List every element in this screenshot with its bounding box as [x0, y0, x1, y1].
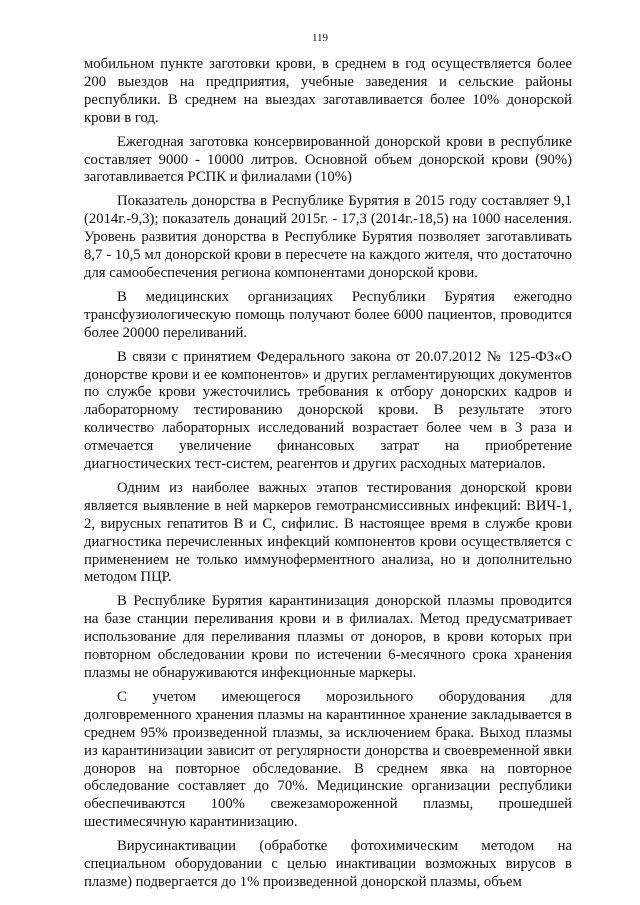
- paragraph-annual-blood-collection: Ежегодная заготовка консервированной донорской крови в республике составляет 9000 - 10000 литров. Основной объем донорской крови (90%) заготавливается РСПК и филиалами (10%): [84, 133, 572, 186]
- paragraph-donation-rate: Показатель донорства в Республике Бурятия в 2015 году составляет 9,1 (2014г.-9,3); показатель донаций 2015г. - 17,3 (2014г.-18,5) на 1000 населения. Уровень развития донорства в Республике Бурятия позволяет заготавливать 8,7 - 10,5 мл донорской крови в пересчете на каждого жителя, что достаточно для самообеспечения региона компонентами донорской крови.: [84, 193, 572, 281]
- paragraph-transfusion-help: В медицинских организациях Республики Бурятия ежегодно трансфузиологическую помощь получают более 6000 пациентов, проводится более 20000 переливаний.: [84, 288, 572, 341]
- page-number: 119: [311, 32, 329, 44]
- paragraph-federal-law: В связи с принятием Федерального закона от 20.07.2012 № 125-ФЗ«О донорстве крови и ее компонентов» и других регламентирующих документов по службе крови ужесточились требования к отбору донорских кадров и лабораторному тестированию донорской крови. В результате этого количество лабораторных исследований возрастает более чем в 3 раза и отмечается увеличение финансовых затрат на приобретение диагностических тест-систем, реагентов и других расходных материалов.: [84, 348, 572, 473]
- paragraph-infection-testing: Одним из наиболее важных этапов тестирования донорской крови является выявление в ней маркеров гемотрансмиссивных инфекций: ВИЧ-1, 2, вирусных гепатитов В и С, сифилис. В настоящее время в службе крови диагностика перечисленных инфекций компонентов крови осуществляется с применением не только иммуноферментного анализа, но и дополнительно методом ПЦР.: [84, 479, 572, 586]
- paragraph-virus-inactivation: Вирусинактивации (обработке фотохимическим методом на специальном оборудовании с целью инактивации возможных вирусов в плазме) подвергается до 1% произведенной донорской плазмы, объем: [84, 838, 572, 890]
- paragraph-mobile-blood-collection: мобильном пункте заготовки крови, в среднем в год осуществляется более 200 выездов на предприятия, учебные заведения и сельские районы республики. В среднем на выездах заготавливается более 10% донорской крови в год.: [84, 56, 572, 126]
- body-text: [84, 56, 572, 892]
- paragraph-plasma-quarantine: В Республике Бурятия карантинизация донорской плазмы проводится на базе станции переливания крови и в филиалах. Метод предусматривает использование для переливания плазмы от доноров, в крови которых при повторном обследовании крови по истечении 6-месячного срока хранения плазмы не обнаруживаются инфекционные маркеры.: [84, 593, 572, 681]
- paragraph-freezer-storage: С учетом имеющегося морозильного оборудования для долговременного хранения плазмы на карантинное хранение закладывается в среднем 95% произведенной плазмы, за исключением брака. Выход плазмы из карантинизации зависит от регулярности донорства и своевременной явки доноров на повторное обследование. В среднем явка на повторное обследование составляет до 70%. Медицинские организации республики обеспечиваются 100% свежезамороженной плазмы, прошедшей шестимесячную карантинизацию.: [84, 688, 572, 831]
